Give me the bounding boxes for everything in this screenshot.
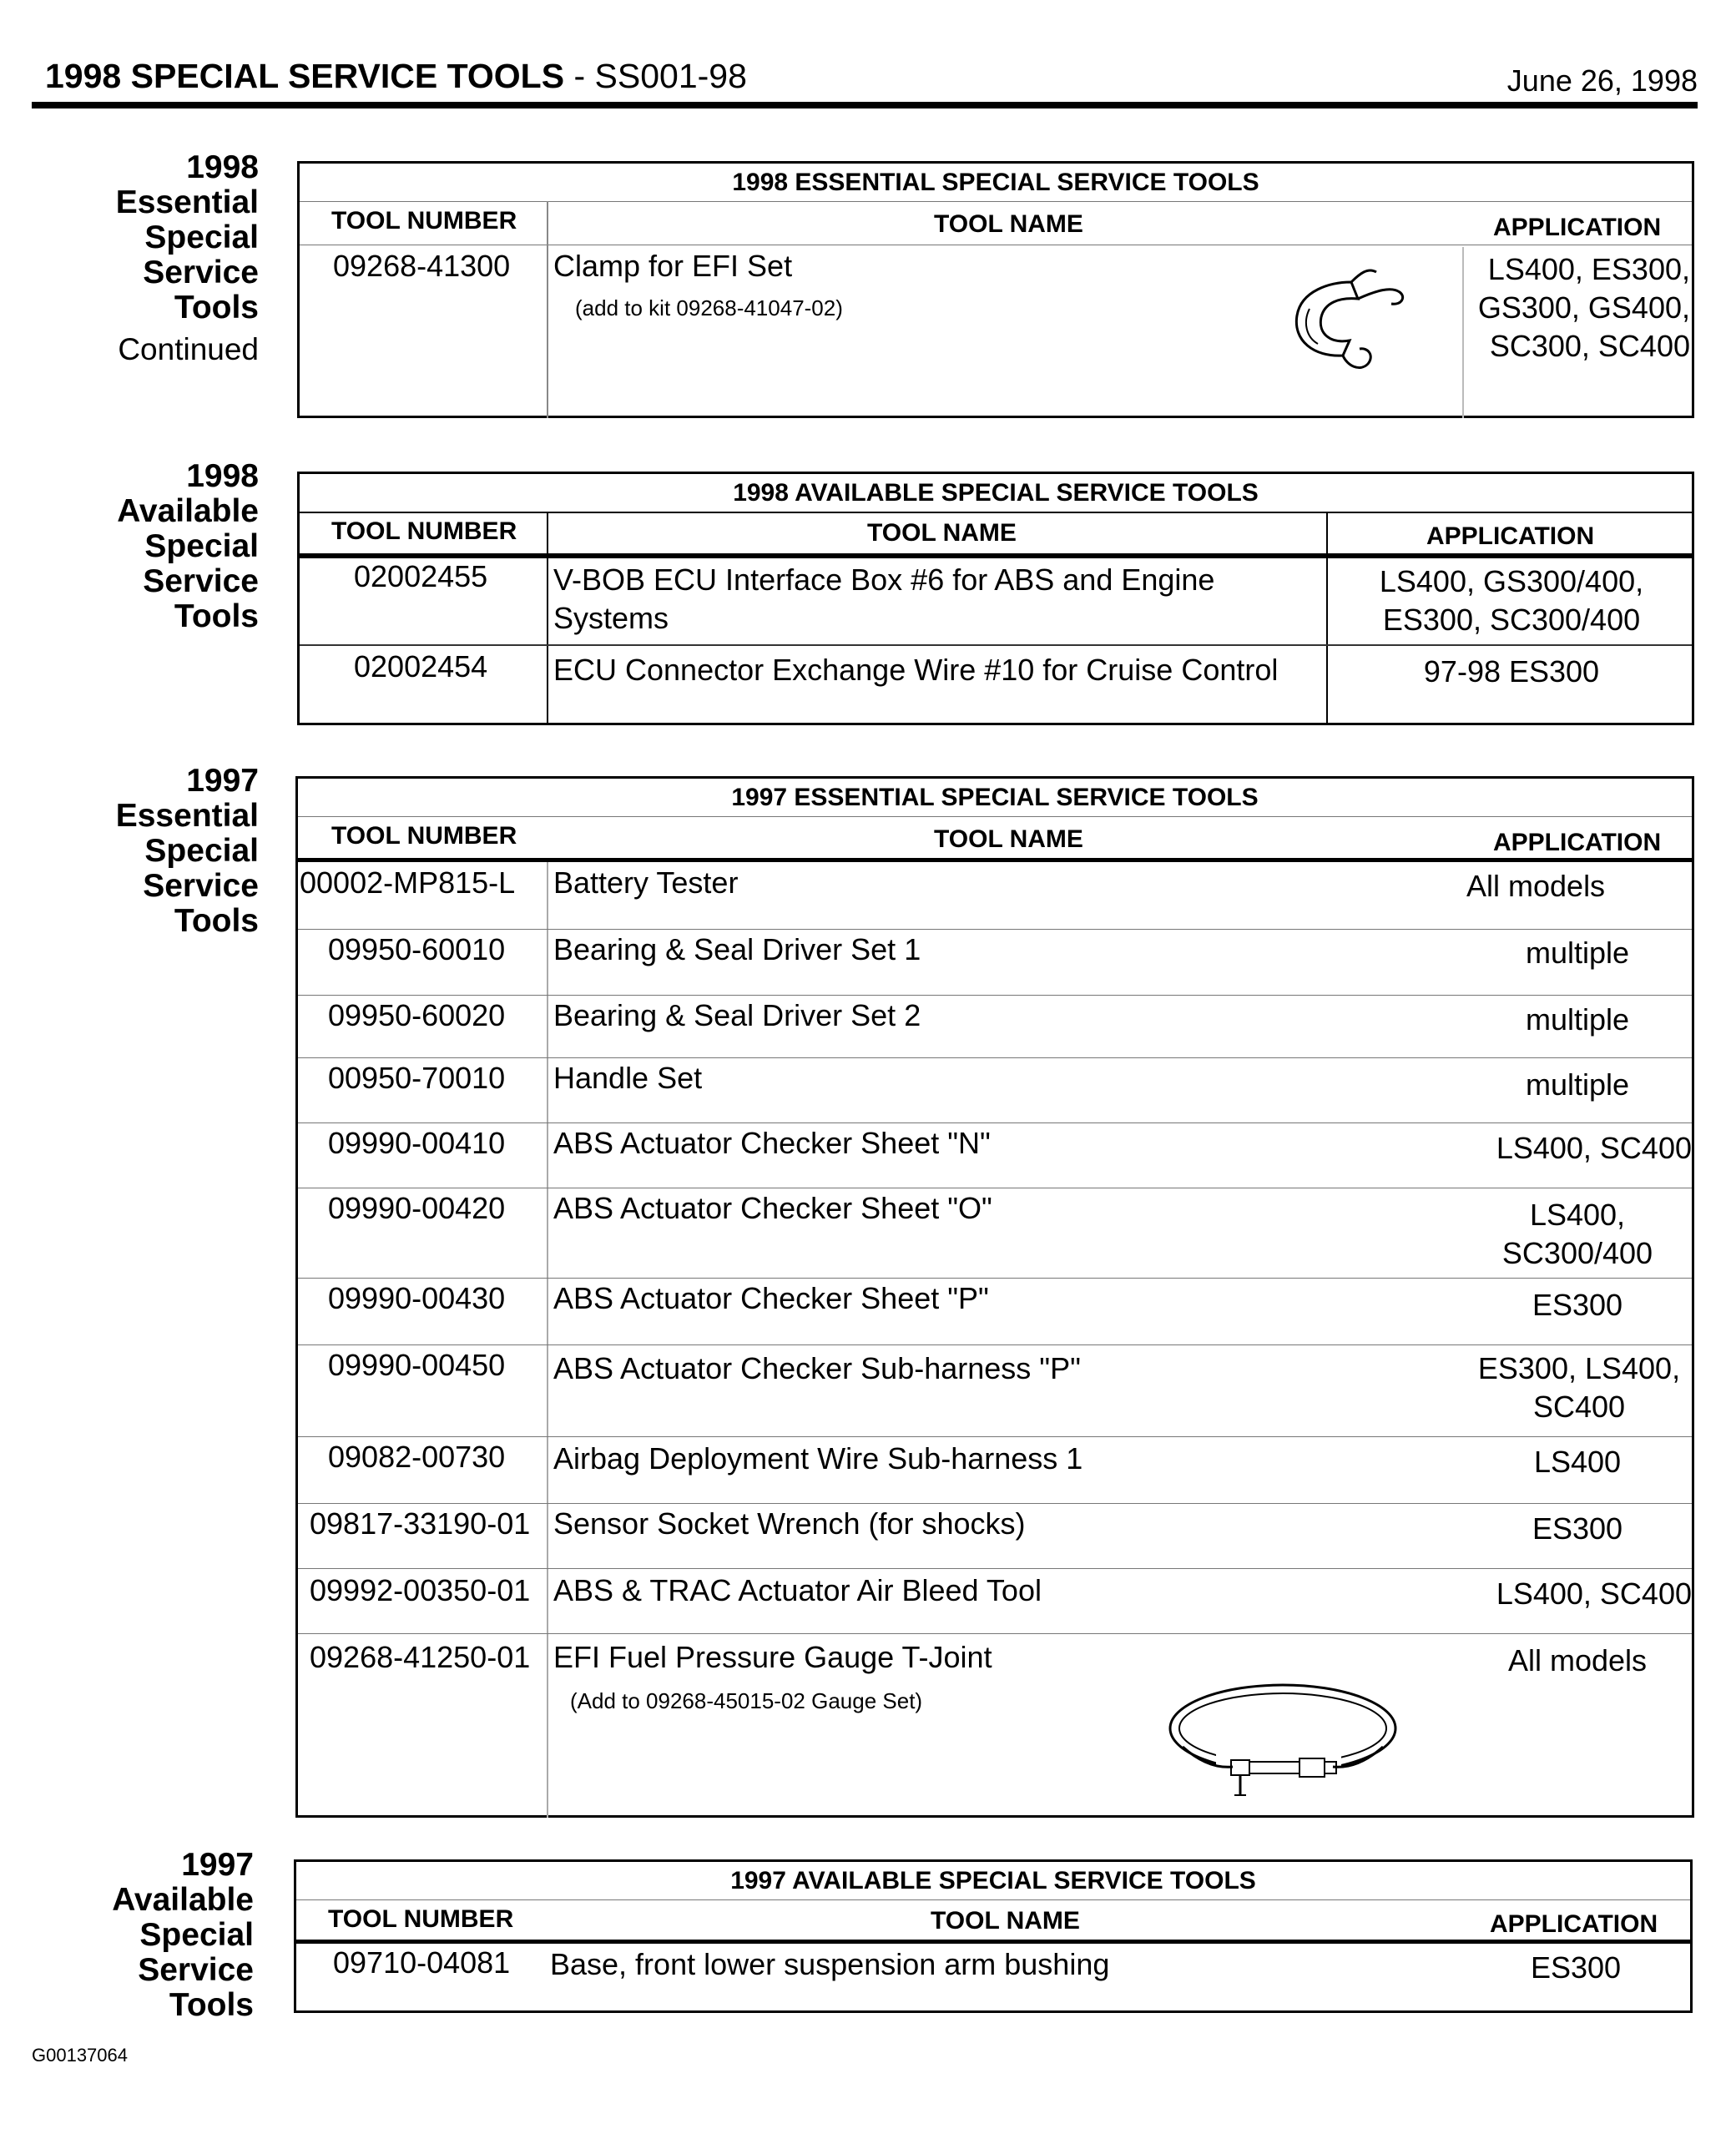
tool-number: 00002-MP815-L — [300, 865, 516, 900]
table-title: 1998 ESSENTIAL SPECIAL SERVICE TOOLS — [732, 169, 1259, 196]
row-divider — [298, 1436, 1692, 1437]
row-divider — [298, 1122, 1692, 1123]
side-label-line: Service — [143, 868, 259, 904]
application-line: SC300/400 — [1501, 1236, 1653, 1270]
column-header-tool-name: TOOL NAME — [934, 210, 1083, 238]
side-label-line: Service — [143, 563, 259, 599]
column-header-tool-name: TOOL NAME — [931, 1907, 1080, 1935]
tool-name: ECU Connector Exchange Wire #10 for Cruise Control — [553, 653, 1279, 687]
side-label-line: Tools — [174, 903, 259, 939]
application: ES300 — [1532, 1511, 1623, 1546]
table-1998-essential — [297, 161, 1694, 418]
application-line: ES300, SC300/400 — [1382, 603, 1641, 637]
application — [1466, 867, 1688, 906]
tool-name: Base, front lower suspension arm bushing — [550, 1947, 1110, 1981]
side-label-line: Tools — [174, 598, 259, 634]
application: ES300 — [1530, 1950, 1622, 1985]
application-line: LS400, — [1529, 1198, 1626, 1232]
section-label-1998-essential — [17, 150, 259, 367]
application: ES300 — [1532, 1288, 1623, 1322]
table-1997-essential — [295, 776, 1694, 1818]
column-header-tool-number: TOOL NUMBER — [331, 517, 517, 545]
tool-name: Battery Tester — [553, 865, 739, 900]
application: multiple — [1525, 936, 1630, 970]
application-line: GS300, GS400, — [1477, 290, 1690, 325]
tool-number: 09817-33190-01 — [310, 1506, 531, 1541]
tool-number: 09990-00410 — [328, 1126, 506, 1160]
tool-name-line: V-BOB ECU Interface Box #6 for ABS and Engine — [553, 562, 1215, 597]
application-line: SC400 — [1532, 1390, 1626, 1424]
tool-number: 09992-00350-01 — [310, 1573, 531, 1607]
page-title — [45, 57, 747, 96]
application-line: LS400, ES300, — [1487, 252, 1690, 286]
tool-number: 09268-41300 — [333, 249, 511, 283]
tool-number: 09950-60010 — [328, 932, 506, 966]
side-label-line: 1998 — [186, 458, 259, 494]
table-title: 1997 ESSENTIAL SPECIAL SERVICE TOOLS — [731, 784, 1259, 811]
row-divider — [298, 929, 1692, 930]
side-label-line: Special — [139, 1917, 254, 1953]
application: LS400 — [1533, 1445, 1622, 1479]
divider — [300, 512, 1692, 513]
tool-number: 02002454 — [354, 649, 488, 684]
application: multiple — [1525, 1002, 1630, 1037]
column-divider — [1462, 247, 1464, 418]
application — [1471, 250, 1690, 366]
side-label-line: Essential — [115, 798, 259, 834]
column-header-application: APPLICATION — [1493, 829, 1662, 856]
divider — [298, 816, 1692, 817]
side-label-line: Available — [117, 493, 259, 529]
column-header-tool-number: TOOL NUMBER — [328, 1905, 514, 1933]
tool-note: (add to kit 09268-41047-02) — [575, 295, 843, 320]
footer-code: G00137064 — [32, 2045, 128, 2066]
column-divider — [547, 862, 548, 1818]
tool-number: 09990-00420 — [328, 1191, 506, 1225]
page-date: June 26, 1998 — [1506, 63, 1698, 98]
divider — [300, 201, 1692, 202]
table-1997-available — [294, 1859, 1693, 2013]
column-header-tool-name: TOOL NAME — [934, 825, 1083, 853]
tool-number: 09710-04081 — [333, 1945, 511, 1980]
tool-name-line: Systems — [553, 601, 669, 635]
column-header-application: APPLICATION — [1426, 522, 1595, 550]
side-label-line: Special — [144, 528, 259, 564]
tool-name: Handle Set — [553, 1061, 703, 1095]
tool-number: 09990-00430 — [328, 1281, 506, 1315]
side-label-line: 1997 — [181, 1847, 254, 1883]
tool-name: Bearing & Seal Driver Set 1 — [553, 932, 921, 966]
application: multiple — [1525, 1067, 1630, 1102]
clamp-illustration-icon — [1251, 257, 1451, 382]
table-title: 1998 AVAILABLE SPECIAL SERVICE TOOLS — [733, 479, 1259, 507]
tool-name: Airbag Deployment Wire Sub-harness 1 — [553, 1441, 1083, 1476]
section-label-1998-available — [17, 459, 259, 634]
tool-name: Clamp for EFI Set — [553, 249, 793, 283]
tool-name: Bearing & Seal Driver Set 2 — [553, 998, 921, 1032]
row-divider — [298, 1057, 1692, 1058]
application — [1331, 562, 1692, 639]
tool-name — [553, 561, 1214, 638]
tool-number: 02002455 — [354, 559, 488, 593]
header-rule — [298, 858, 1692, 862]
column-divider — [547, 201, 548, 418]
application: All models — [1507, 1643, 1648, 1677]
application: 97-98 ES300 — [1423, 654, 1600, 689]
side-label-line: Tools — [174, 290, 259, 325]
side-label-line: Tools — [169, 1987, 254, 2023]
application: LS400, SC400 — [1496, 1577, 1692, 1611]
application-line: LS400, GS300/400, — [1379, 564, 1644, 598]
tool-number: 09990-00450 — [328, 1348, 506, 1382]
application: LS400, SC400 — [1496, 1131, 1692, 1165]
tool-number: 09082-00730 — [328, 1440, 506, 1474]
row-divider — [298, 1344, 1692, 1345]
side-label-line: Service — [143, 255, 259, 290]
tool-number: 09950-60020 — [328, 998, 506, 1032]
side-label-line: Available — [112, 1882, 254, 1918]
row-divider — [298, 1278, 1692, 1279]
row-divider — [298, 1568, 1692, 1569]
column-header-application: APPLICATION — [1490, 1910, 1658, 1938]
column-header-tool-number: TOOL NUMBER — [331, 207, 517, 235]
side-label-line: Special — [144, 219, 259, 255]
document-code: - SS001-98 — [573, 57, 747, 95]
application — [1466, 1196, 1688, 1273]
row-divider — [298, 1503, 1692, 1504]
tool-number: 00950-70010 — [328, 1061, 506, 1095]
divider — [296, 1899, 1690, 1900]
row-divider — [298, 1633, 1692, 1634]
row-divider — [300, 644, 1692, 646]
tool-note: (Add to 09268-45015-02 Gauge Set) — [570, 1688, 923, 1713]
side-label-line: Special — [144, 833, 259, 869]
tool-name: Sensor Socket Wrench (for shocks) — [553, 1506, 1026, 1541]
hose-t-joint-illustration-icon — [1158, 1670, 1408, 1804]
section-label-1997-available — [12, 1848, 254, 2023]
column-header-tool-name: TOOL NAME — [867, 519, 1017, 547]
page-header — [32, 52, 1698, 102]
tool-name: ABS Actuator Checker Sheet "N" — [553, 1126, 991, 1160]
tool-name: EFI Fuel Pressure Gauge T-Joint — [553, 1640, 992, 1674]
row-divider — [298, 995, 1692, 996]
application — [1466, 1349, 1692, 1426]
table-1998-available — [297, 472, 1694, 725]
side-label-line: Essential — [115, 184, 259, 220]
tool-name: ABS Actuator Checker Sheet "O" — [553, 1191, 992, 1225]
application-line: SC300, SC400 — [1489, 329, 1690, 363]
application-line: All models — [1466, 869, 1606, 903]
side-label-line: Service — [138, 1952, 254, 1988]
title-text: 1998 SPECIAL SERVICE TOOLS — [45, 57, 565, 95]
tool-number: 09268-41250-01 — [310, 1640, 531, 1674]
continued-note: Continued — [118, 332, 259, 366]
tool-name: ABS Actuator Checker Sub-harness "P" — [553, 1351, 1081, 1385]
table-title: 1997 AVAILABLE SPECIAL SERVICE TOOLS — [730, 1867, 1256, 1894]
column-divider — [547, 512, 548, 725]
side-label-line: 1998 — [186, 149, 259, 185]
section-label-1997-essential — [17, 764, 259, 939]
column-divider — [1326, 512, 1328, 725]
header-rule — [32, 102, 1698, 108]
tool-name: ABS Actuator Checker Sheet "P" — [553, 1281, 989, 1315]
column-header-application: APPLICATION — [1493, 214, 1662, 241]
header-rule — [300, 553, 1692, 558]
tool-name: ABS & TRAC Actuator Air Bleed Tool — [553, 1573, 1042, 1607]
column-header-tool-number: TOOL NUMBER — [331, 822, 517, 850]
side-label-line: 1997 — [186, 763, 259, 799]
application-line: ES300, LS400, — [1477, 1351, 1681, 1385]
